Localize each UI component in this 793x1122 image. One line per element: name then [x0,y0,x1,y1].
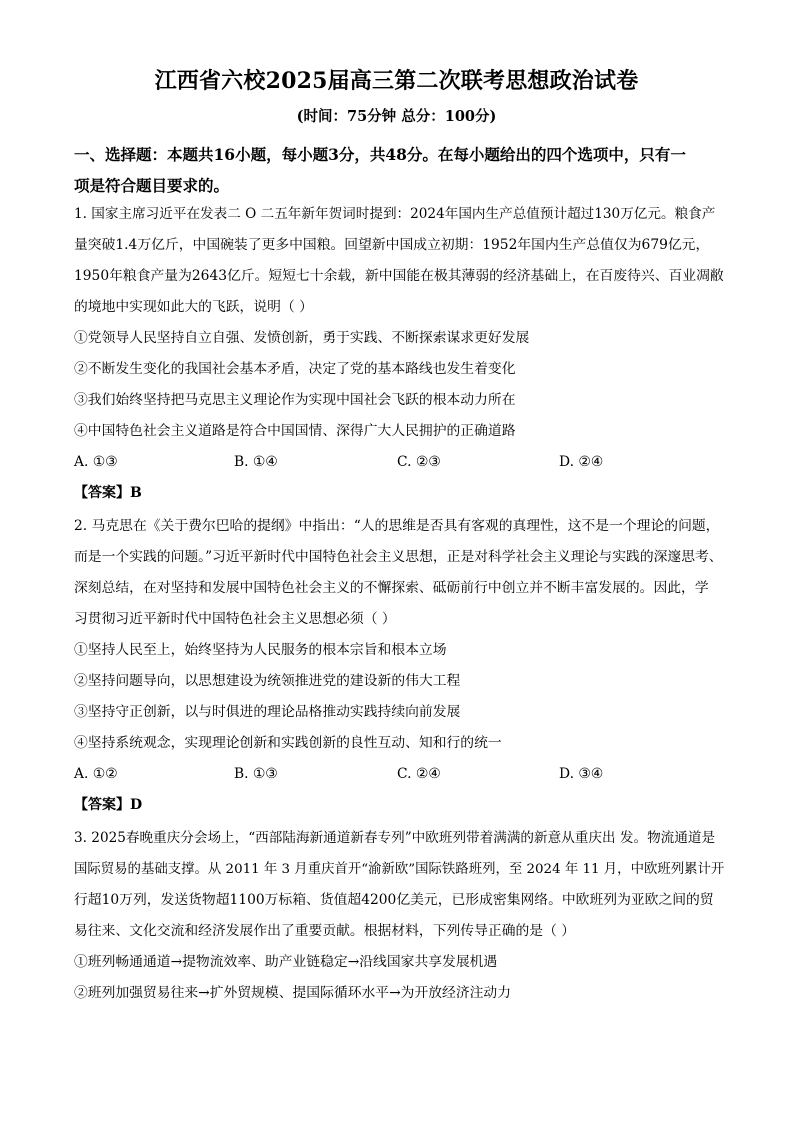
q2-stem-line-4: 习贯彻习近平新时代中国特色社会主义思想必须（ ） [74,611,396,627]
q2-statement-3: ③坚持守正创新，以与时俱进的理论品格推动实践持续向前发展 [74,704,461,720]
q1-statement-2: ②不断发生变化的我国社会基本矛盾，决定了党的基本路线也发生着变化 [74,361,516,377]
q2-stem-line-2: 而是一个实践的问题。”习近平新时代中国特色社会主义思想，正是对科学社会主义理论与实践的深邃思考、 [74,549,723,565]
q1-option-b: B. ①④ [234,454,278,470]
exam-subtitle: (时间：75分钟 总分：100分) [296,108,497,125]
q2-stem-line-1: 2. 马克思在《关于费尔巴哈的提纲》中指出：“人的思维是否具有客观的真理性，这不是一个理论的问题， [74,518,720,534]
q3-stem-line-1: 3. 2025春晚重庆分会场上，“西部陆海新通道新春专列”中欧班列带着满满的新意从重庆出 发。物流通道是 [74,830,716,846]
q1-option-c: C. ②③ [397,454,441,470]
q1-stem-line-1: 1. 国家主席习近平在发表二 O 二五年新年贺词时提到：2024年国内生产总值预计超过130万亿元。粮食产 [74,206,716,222]
q3-statement-1: ①班列畅通通道→提物流效率、助产业链稳定→沿线国家共享发展机遇 [74,954,498,970]
q2-option-a: A. ①② [74,766,118,782]
q2-stem-line-3: 深刻总结，在对坚持和发展中国特色社会主义的不懈探索、砥砺前行中创立并不断丰富发展的。因此，学 [74,580,709,596]
q2-option-d: D. ③④ [559,766,604,782]
q1-stem-line-2: 量突破1.4万亿斤，中国碗装了更多中国粮。回望新中国成立初期：1952年国内生产总值仅为679亿元， [74,237,710,253]
q3-stem-line-2: 国际贸易的基础支撑。从 2011 年 3 月重庆首开“渝新欧”国际铁路班列，至 2024 年 11 月，中欧班列累计开 [74,862,725,877]
q3-stem-line-3: 行超10万列，发送货物超1100万标箱、货值超4200亿美元，已形成密集网络。中欧班列为亚欧之间的贸 [74,892,714,908]
section-heading-line-2: 项是符合题目要求的。 [74,176,230,195]
q1-stem-line-4: 的境地中实现如此大的飞跃，说明（ ） [74,299,313,315]
section-heading [74,139,724,201]
q1-option-d: D. ②④ [559,454,604,470]
q1-option-a: A. ①③ [74,454,118,470]
q2-statement-4: ④坚持系统观念，实现理论创新和实践创新的良性互动、知和行的统一 [74,735,502,751]
q1-statement-4: ④中国特色社会主义道路是符合中国国情、深得广大人民拥护的正确道路 [74,423,516,439]
section-heading-line-1: 一、选择题：本题共16小题，每小题3分，共48分。在每小题给出的四个选项中，只有一 [74,145,686,164]
q1-statement-1: ①党领导人民坚持自立自强、发愤创新，勇于实践、不断探索谋求更好发展 [74,330,530,346]
q3-stem-line-4: 易往来、文化交流和经济发展作出了重要贡献。根据材料，下列传导正确的是（ ） [74,923,576,939]
q1-statement-3: ③我们始终坚持把马克思主义理论作为实现中国社会飞跃的根本动力所在 [74,392,516,408]
q2-option-c: C. ②④ [397,766,441,782]
q2-answer: 【答案】D [74,797,143,813]
q2-option-b: B. ①③ [234,766,278,782]
q2-statement-1: ①坚持人民至上，始终坚持为人民服务的根本宗旨和根本立场 [74,642,447,658]
q3-statement-2: ②班列加强贸易往来→扩外贸规模、提国际循环水平→为开放经济注动力 [74,985,512,1001]
q2-statement-2: ②坚持问题导向，以思想建设为统领推进党的建设新的伟大工程 [74,673,461,689]
q1-answer: 【答案】B [74,485,142,501]
exam-title: 江西省六校2025届高三第二次联考思想政治试卷 [154,68,639,94]
q1-stem-line-3: 1950年粮食产量为2643亿斤。短短七十余载，新中国能在极其薄弱的经济基础上，在百废待兴、百业凋敝 [74,268,724,284]
